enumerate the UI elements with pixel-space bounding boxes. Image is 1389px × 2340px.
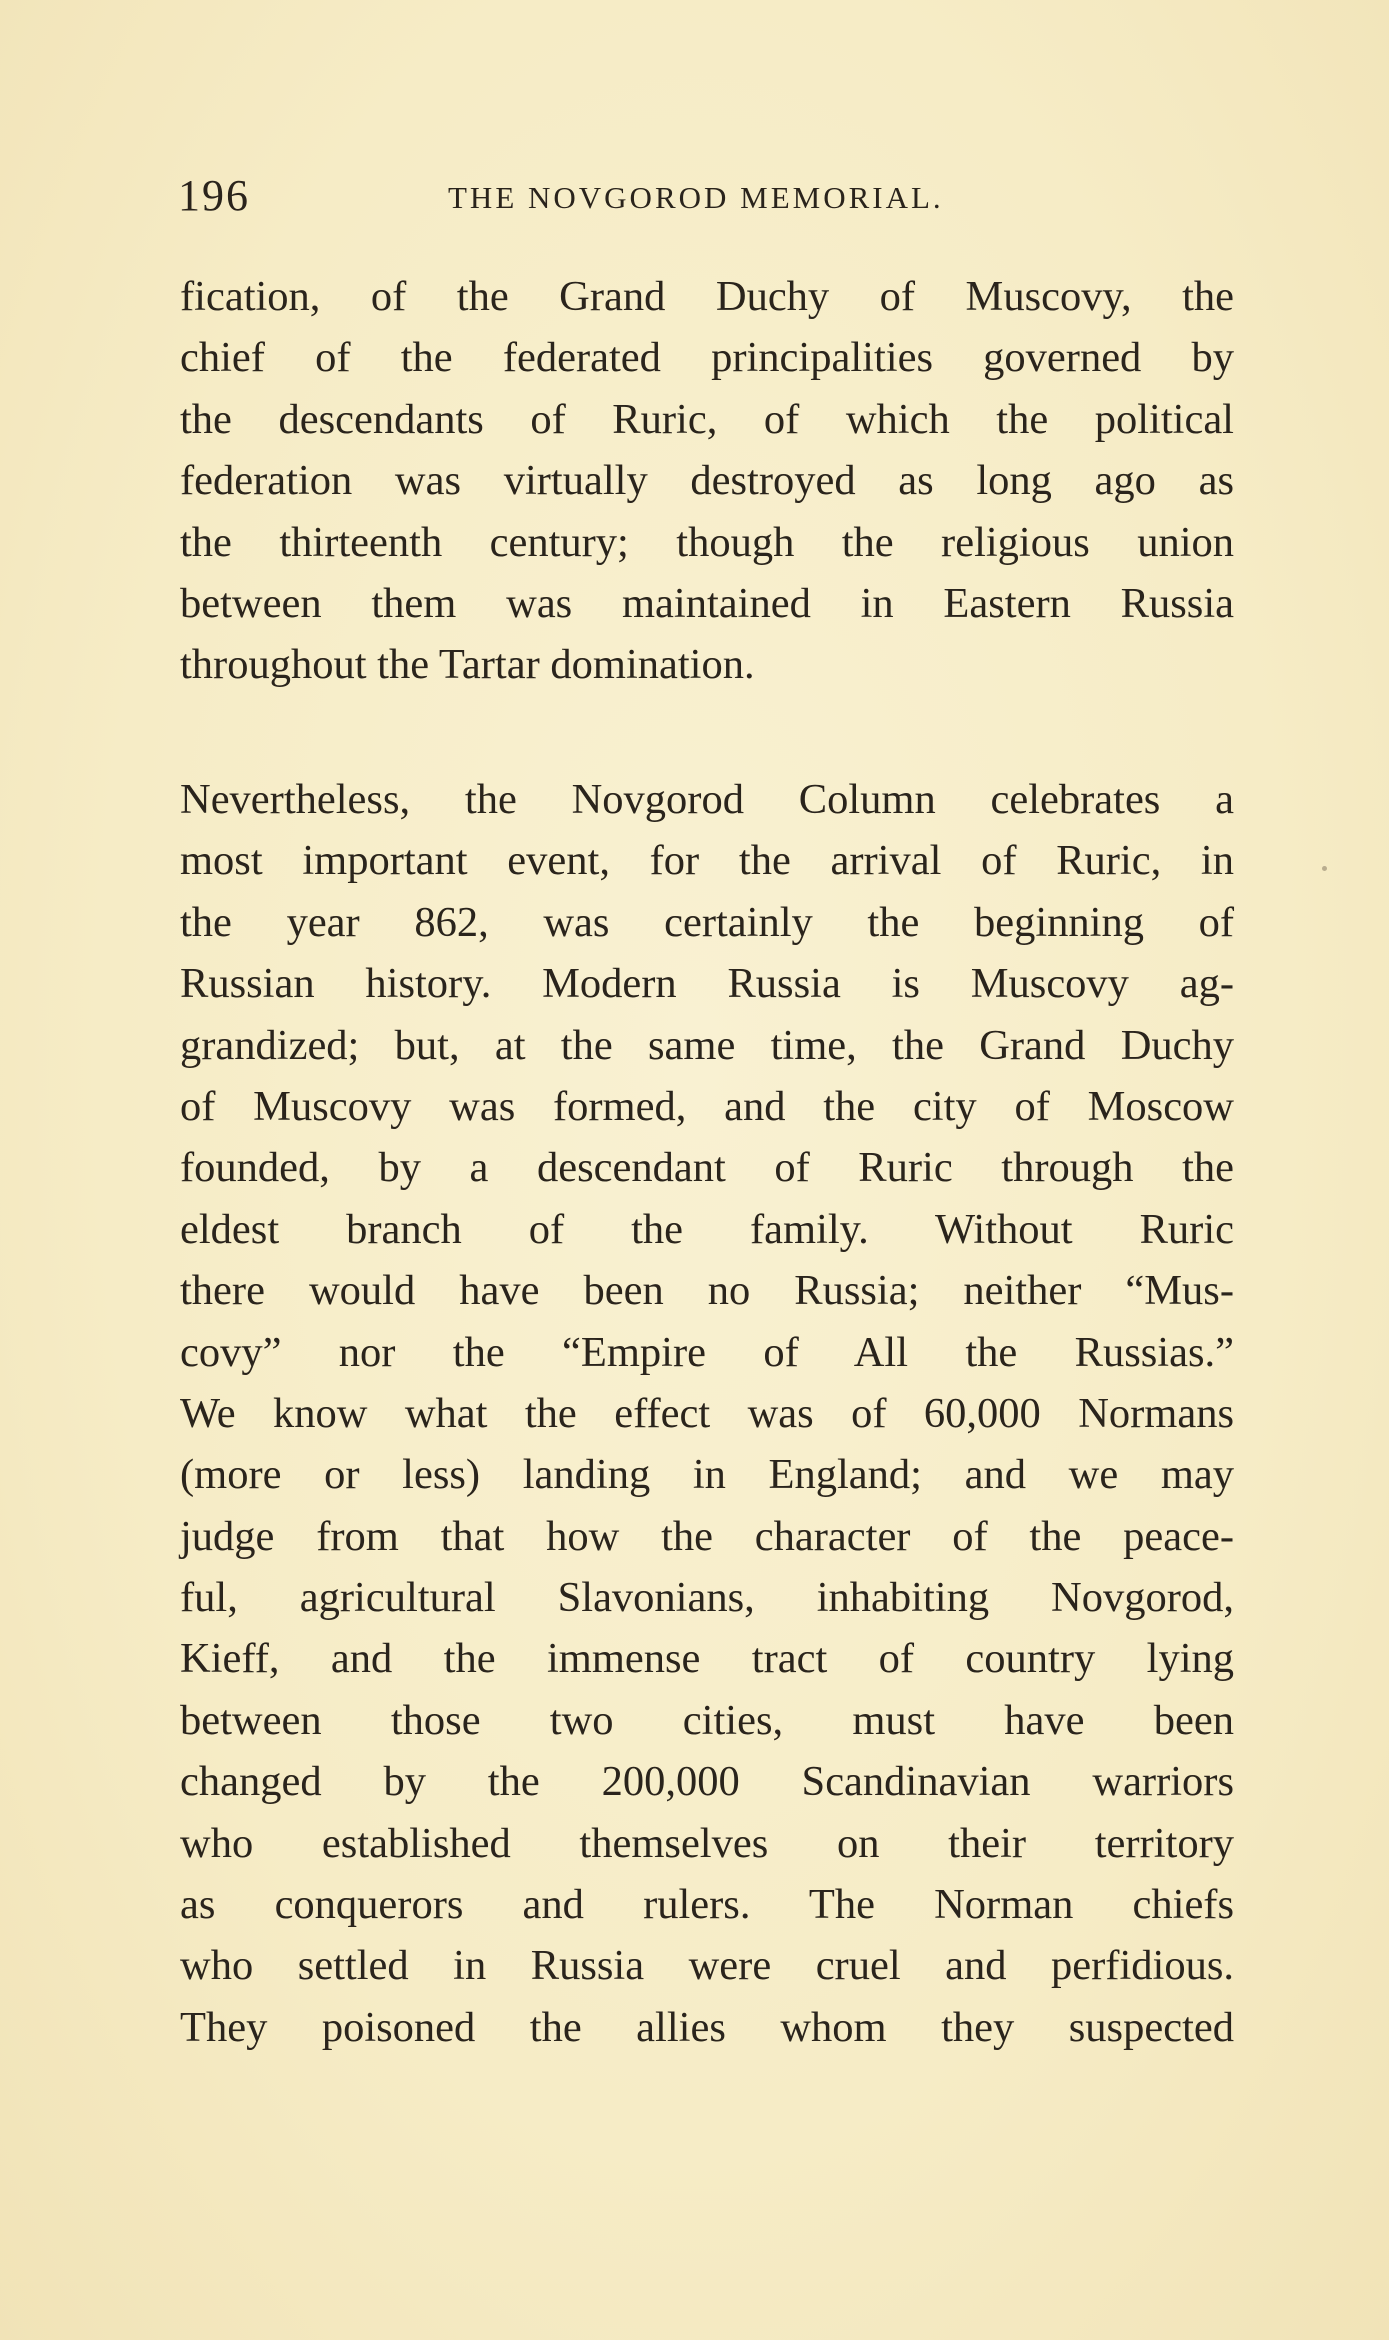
- running-title: THE NOVGOROD MEMORIAL.: [448, 180, 944, 215]
- text-line: the thirteenth century; though the religious union: [180, 518, 1234, 566]
- page-number: 196: [178, 171, 250, 220]
- text-line: as conquerors and rulers. The Norman chiefs: [180, 1881, 1234, 1929]
- text-line: covy” nor the “Empire of All the Russias.”: [180, 1328, 1234, 1376]
- text-line: who settled in Russia were cruel and perfidious.: [180, 1942, 1234, 1990]
- text-line: there would have been no Russia; neither “Mus-: [180, 1267, 1234, 1315]
- text-line: We know what the effect was of 60,000 Normans: [180, 1389, 1234, 1437]
- paper-speck: [1322, 866, 1327, 871]
- text-line: the descendants of Ruric, of which the political: [180, 395, 1234, 443]
- text-line: They poisoned the allies whom they suspected: [180, 2003, 1234, 2051]
- running-head: [178, 170, 1238, 230]
- text-line: between those two cities, must have been: [180, 1696, 1234, 1744]
- text-line: judge from that how the character of the peace-: [180, 1512, 1234, 1560]
- text-line: of Muscovy was formed, and the city of Moscow: [180, 1082, 1234, 1130]
- text-line: eldest branch of the family. Without Ruric: [180, 1205, 1234, 1253]
- text-line: fication, of the Grand Duchy of Muscovy, the: [180, 273, 1234, 320]
- text-line: founded, by a descendant of Ruric through the: [180, 1144, 1234, 1192]
- text-line: changed by the 200,000 Scandinavian warriors: [180, 1758, 1234, 1806]
- text-line: Russian history. Modern Russia is Muscovy ag-: [180, 960, 1234, 1008]
- text-line: (more or less) landing in England; and we may: [180, 1451, 1234, 1499]
- text-line: between them was maintained in Eastern Russia: [180, 579, 1234, 627]
- text-line: ful, agricultural Slavonians, inhabiting Novgorod,: [180, 1574, 1234, 1622]
- paragraph-1: [180, 266, 1234, 696]
- text-line: who established themselves on their territory: [180, 1819, 1234, 1867]
- text-line: chief of the federated principalities governed by: [180, 334, 1234, 382]
- text-line: Kieff, and the immense tract of country lying: [180, 1635, 1234, 1683]
- text-line: the year 862, was certainly the beginning of: [180, 898, 1234, 946]
- text-line: Nevertheless, the Novgorod Column celebrates a: [180, 776, 1234, 823]
- text-line: throughout the Tartar domination.: [180, 641, 755, 689]
- paragraph-2: [180, 769, 1234, 2058]
- text-line: most important event, for the arrival of Ruric, in: [180, 837, 1234, 885]
- text-line: federation was virtually destroyed as long ago as: [180, 457, 1234, 505]
- text-line: grandized; but, at the same time, the Grand Duchy: [180, 1021, 1234, 1069]
